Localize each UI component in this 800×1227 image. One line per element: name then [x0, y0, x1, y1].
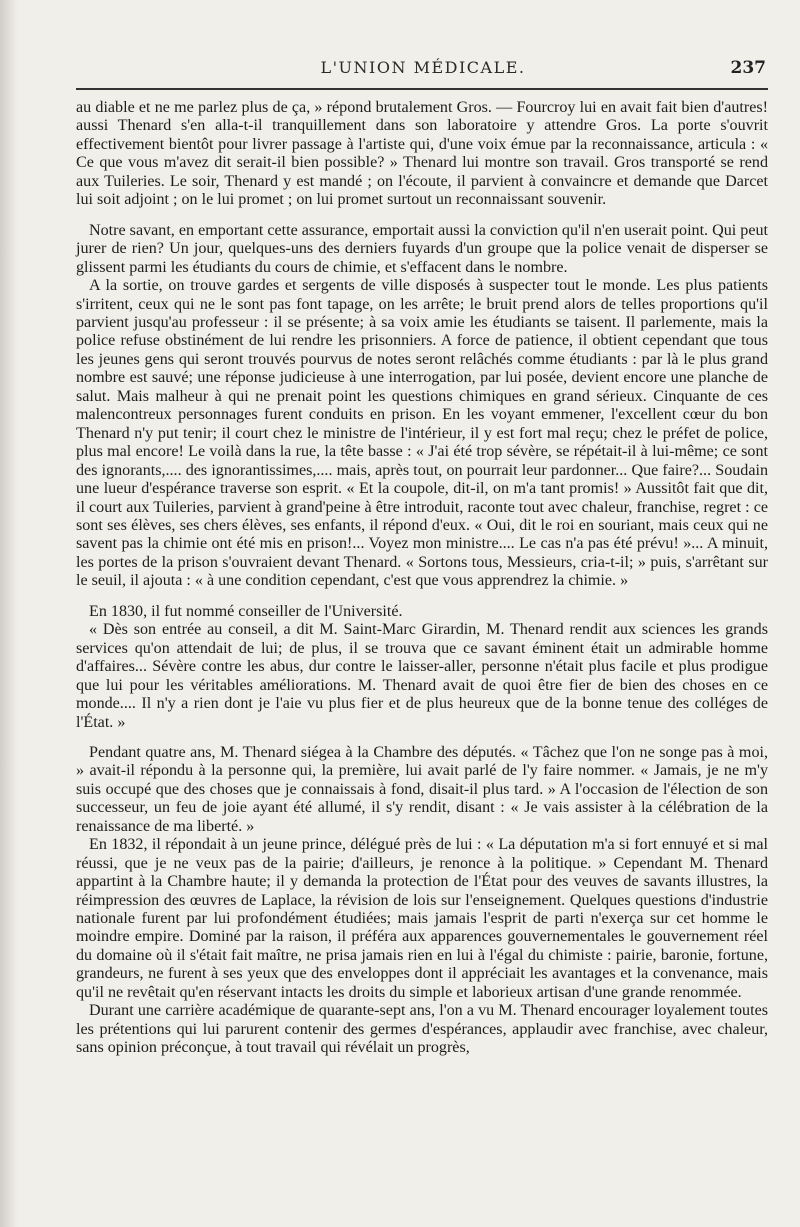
page-body	[76, 99, 768, 1058]
paragraph: Pendant quatre ans, M. Thenard siégea à la Chambre des députés. « Tâchez que l'on ne songe pas à moi, » avait-il répondu à la personne qui, la première, lui avait parlé de l'y faire nommer. « Jamais, je ne m'y suis occupé que des choses que je connaissais à fond, disait-il plus tard. » A l'occasion de l'élection de son successeur, un feu de joie ayant été allumé, il s'y rendit, disant : « Je vais assister à la célébration de la renaissance de ma liberté. »	[76, 743, 768, 835]
paragraph: Durant une carrière académique de quarante-sept ans, l'on a vu M. Thenard encourager loyalement toutes les prétentions qui lui parurent contenir des germes d'espérances, applaudir avec franchise, avec chaleur, sans opinion préconçue, à tout travail qui révélait un progrès,	[76, 1002, 768, 1057]
running-title: L'UNION MÉDICALE.	[320, 58, 526, 77]
paragraph: au diable et ne me parlez plus de ça, » répond brutalement Gros. — Fourcroy lui en avait fait bien d'autres! aussi Thenard s'en alla-t-il tranquillement dans son laboratoire y attendre Gros. La porte s'ouvrit effectivement bientôt pour livrer passage à l'artiste qui, d'une voix émue par la reconnaissance, articula : « Ce que vous m'avez dit serait-il bien possible? » Thenard lui montre son travail. Gros transporté se rend aux Tuileries. Le soir, Thenard y est mandé ; on l'écoute, il parvient à convaincre et demande que Darcet lui soit adjoint ; on le lui promet ; on lui promet surtout un reconnaissant souvenir.	[76, 99, 768, 209]
header-rule	[76, 88, 768, 90]
paragraph: En 1832, il répondait à un jeune prince, délégué près de lui : « La députation m'a si fort ennuyé et si mal réussi, que je ne veux pas de la pairie; d'ailleurs, je renonce à la politique. » Cependant M. Thenard appartint à la Chambre haute; il y demanda la protection de l'État pour des veuves de savants illustres, la réimpression des œuvres de Laplace, la révision de lois sur l'enseignement. Quelques questions d'industrie nationale furent par lui profondément étudiées; mais jamais l'esprit de parti n'exerça sur cet homme le moindre empire. Dominé par la raison, il préféra aux apparences gouvernementales le gouvernement réel du domaine où il s'était fait maître, ne prisa jamais rien en lui à l'égal du chimiste : pairie, baronie, fortune, grandeurs, ne furent à ses yeux que des enveloppes dont il appréciait les avantages et la convenance, mais qu'il ne revêtait qu'en réservant intacts les droits du simple et laborieux artisan d'une grande renommée.	[76, 836, 768, 1001]
paragraph: Notre savant, en emportant cette assurance, emportait aussi la conviction qu'il n'en userait point. Qui peut jurer de rien? Un jour, quelques-uns des derniers fuyards d'un groupe que la police venait de disperser se glissent parmi les étudiants du cours de chimie, et s'effacent dans le nombre.	[76, 221, 768, 276]
page-header	[78, 56, 768, 84]
paragraph: En 1830, il fut nommé conseiller de l'Université.	[89, 602, 403, 620]
page-gutter-shadow	[0, 0, 18, 1227]
paragraph: « Dès son entrée au conseil, a dit M. Saint-Marc Girardin, M. Thenard rendit aux sciences les grands services qu'on attendait de lui; de plus, il se trouva que ce savant éminent était un admirable homme d'affaires... Sévère contre les abus, dur contre le laisser-aller, personne n'était plus facile et plus prodigue que lui pour les véritables améliorations. M. Thenard avait de quoi être fier de bien des choses en ce monde.... Il n'y a rien dont je l'aie vu plus fier et de plus heureux que de la bonne tenue des colléges de l'État. »	[76, 621, 768, 731]
paragraph: A la sortie, on trouve gardes et sergents de ville disposés à suspecter tout le monde. Les plus patients s'irritent, ceux qui ne le sont pas font tapage, on les arrête; le bruit prend alors de telles proportions qu'il parvient jusqu'au professeur : il se présente; à sa voix amie les étudiants se taisent. Il parlemente, mais la police refuse obstinément de lui rendre les prisonniers. A force de patience, il obtient cependant que tous les jeunes gens qui seront trouvés pourvus de notes seront relâchés comme étudiants : par là le plus grand nombre est sauvé; une réponse judicieuse à une interrogation, par lui posée, devient encore une planche de salut. Mais malheur à qui ne prenait point les questions chimiques en grand sérieux. Cinquante de ces malencontreux personnages furent conduits en prison. En les voyant emmener, l'excellent cœur du bon Thenard n'y put tenir; il court chez le ministre de l'intérieur, il y est fort mal reçu; chez le préfet de police, plus mal encore! Le voilà dans la rue, la tête basse : « J'ai été trop sévère, se répétait-il à lui-même; ce sont des ignorants,.... des ignorantissimes,.... mais, après tout, on pourrait leur pardonner... Que faire?... Soudain une lueur d'espérance traverse son esprit. « Et la coupole, dit-il, on m'a tant promis! » Aussitôt fait que dit, il court aux Tuileries, parvient à grand'peine à être introduit, raconte tout avec chaleur, franchise, regret : ce sont ses élèves, ses chers élèves, ses enfants, il répond d'eux. « Oui, dit le roi en souriant, mais ceux qui ne savent pas la chimie ont été mis en prison!... Voyez mon ministre.... Le cas n'a pas été prévu! »... A minuit, les portes de la prison s'ouvraient devant Thenard. « Sortons tous, Messieurs, cria-t-il; » puis, s'arrêtant sur le seuil, il ajouta : « à une condition cependant, c'est que vous apprendrez la chimie. »	[76, 277, 768, 590]
page-number: 237	[730, 58, 766, 78]
